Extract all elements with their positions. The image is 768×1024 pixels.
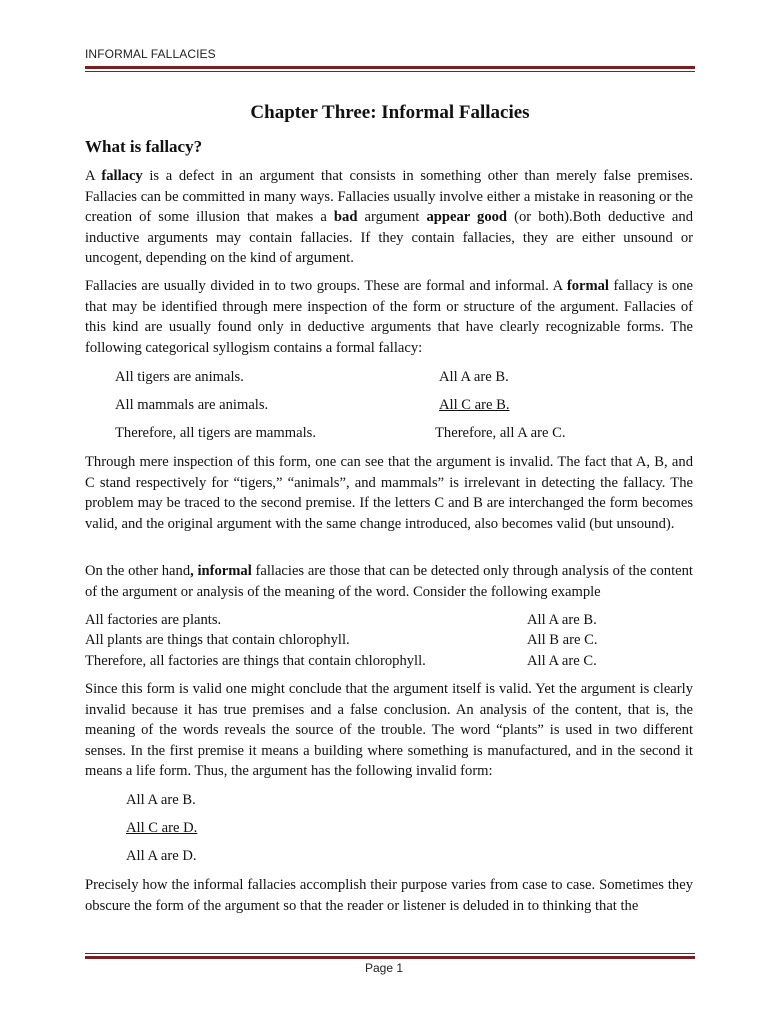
syllogism-1-premise-2: All mammals are animals. [115, 397, 269, 413]
running-header: INFORMAL FALLACIES [85, 47, 216, 61]
footer-rule-thick [85, 956, 695, 959]
page-number: Page 1 [364, 961, 404, 975]
syllogism-2-premise-2: All plants are things that contain chlorophyll. [85, 632, 350, 648]
syllogism-2-form-1: All A are B. [527, 612, 597, 628]
invalid-form-line-1: All A are B. [126, 792, 196, 808]
syllogism-1-conclusion: Therefore, all tigers are mammals. [115, 425, 316, 441]
paragraph-2: Fallacies are usually divided in to two groups. These are formal and informal. A formal fallacy is one that may be identified through mere inspection of the form or structure of the argument. Fallacies of this kind are usually found only in deductive arguments that have clearly recognizable forms. The following categorical syllogism contains a formal fallacy: [85, 278, 693, 356]
syllogism-2-premise-1: All factories are plants. [85, 612, 222, 628]
invalid-form-line-2: All C are D. [126, 820, 198, 836]
paragraph-1: A fallacy is a defect in an argument that consists in something other than merely false premises. Fallacies can be committed in many ways. Fallacies usually involve either a mistake in reasoning or the creation of some illusion that makes a bad argument appear good (or both).Both deductive and inductive arguments may contain fallacies. If they contain fallacies, they are either unsound or uncogent, depending on the kind of argument. [85, 168, 693, 266]
paragraph-4: On the other hand, informal fallacies are those that can be detected only through analysis of the content of the argument or analysis of the meaning of the word. Consider the following example [85, 563, 693, 600]
header-rule-thin [85, 71, 695, 72]
section-heading: What is fallacy? [85, 137, 203, 156]
syllogism-2-form-3: All A are C. [527, 653, 597, 669]
syllogism-1-form-1: All A are B. [439, 369, 509, 385]
syllogism-1-form-3: Therefore, all A are C. [435, 425, 566, 441]
chapter-title: Chapter Three: Informal Fallacies [250, 102, 530, 123]
invalid-form-line-3: All A are D. [126, 848, 197, 864]
paragraph-6: Precisely how the informal fallacies accomplish their purpose varies from case to case. Sometimes they obscure the form of the argument so that the reader or listener is deluded in to thinking that the [85, 877, 693, 914]
paragraph-3: Through mere inspection of this form, one can see that the argument is invalid. The fact that A, B, and C stand respectively for “tigers,” “animals”, and mammals” is irrelevant in detecting the fallacy. The problem may be traced to the second premise. If the letters C and B are interchanged the form becomes valid, and the original argument with the same change introduced, also becomes valid (but unsound). [85, 454, 693, 532]
header-rule-thick [85, 66, 695, 69]
syllogism-2-form-2: All B are C. [527, 632, 598, 648]
syllogism-1-form-2: All C are B. [439, 397, 510, 413]
syllogism-1-premise-1: All tigers are animals. [115, 369, 244, 385]
footer-rule-thin [85, 953, 695, 954]
syllogism-2-conclusion: Therefore, all factories are things that contain chlorophyll. [85, 653, 426, 669]
paragraph-5: Since this form is valid one might conclude that the argument itself is valid. Yet the argument is clearly invalid because it has true premises and a false conclusion. An analysis of the content, that is, the meaning of the words reveals the source of the trouble. The word “plants” is used in two different senses. In the first premise it means a building where something is manufactured, and in the second it means a life form. Thus, the argument has the following invalid form: [85, 681, 693, 779]
